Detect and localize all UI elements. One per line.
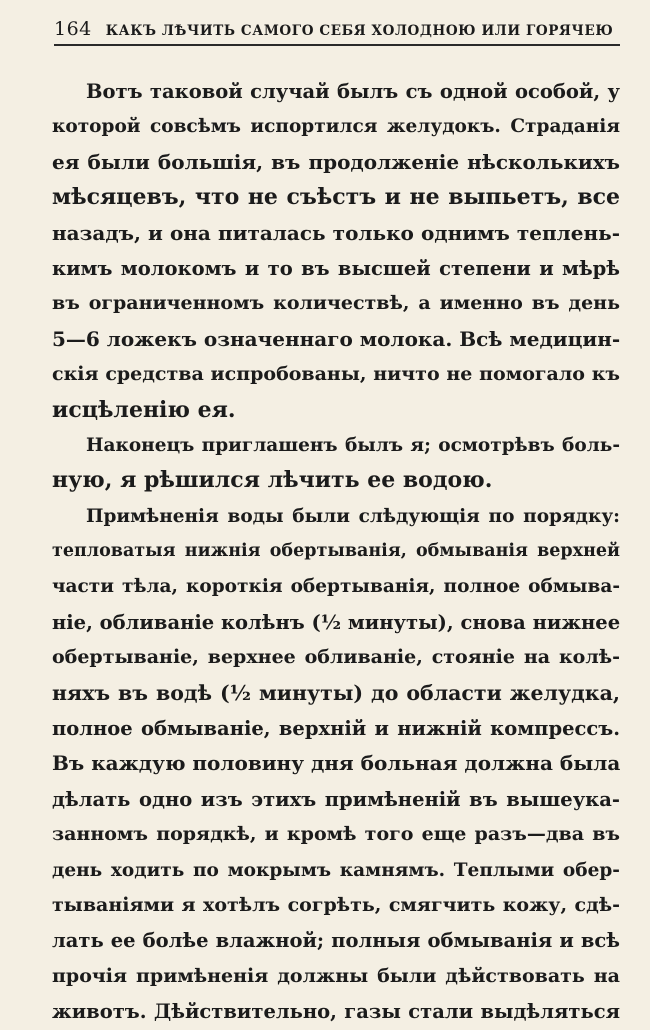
text-line: день ходить по мокрымъ камнямъ. Теплыми обер- <box>52 859 620 881</box>
text-line: животъ. Дѣйствительно, газы стали выдѣляться <box>52 1000 620 1024</box>
text-line: кимъ молокомъ и то въ высшей степени и мѣрѣ <box>52 256 620 280</box>
text-line: Примѣненія воды были слѣдующія по порядку: <box>86 505 620 527</box>
text-line: Наконецъ приглашенъ былъ я; осмотрѣвъ боль- <box>86 434 620 456</box>
text-line: дѣлать одно изъ этихъ примѣненій въ вышеука- <box>52 787 620 811</box>
text-line: исцѣленію ея. <box>52 396 236 423</box>
text-line: скія средства испробованы, ничто не помогало къ <box>52 363 620 386</box>
text-line: прочія примѣненія должны были дѣйствовать на <box>52 964 620 987</box>
running-head <box>54 18 620 46</box>
text-line: которой совсѣмъ испортился желудокъ. Страданія <box>52 116 620 138</box>
text-line: обертываніе, верхнее обливаніе, стояніе на колѣ- <box>52 646 620 669</box>
text-line: Вотъ таковой случай былъ съ одной особой, у <box>86 80 620 103</box>
running-title: КАКЪ ЛѢЧИТЬ САМОГО СЕБЯ ХОЛОДНОЮ ИЛИ ГОРЯЧЕЮ <box>105 23 614 39</box>
text-line: полное обмываніе, верхній и нижній компрессъ. <box>52 717 620 741</box>
text-line: няхъ въ водѣ (½ минуты) до области желудка, <box>52 680 620 705</box>
text-line: части тѣла, короткія обертыванія, полное обмыва- <box>52 576 620 598</box>
text-line: тепловатыя нижнія обертыванія, обмыванія верхней <box>52 541 620 562</box>
text-line: тываніями я хотѣлъ согрѣть, смягчить кожу, сдѣ- <box>52 893 620 916</box>
text-line: Въ каждую половину дня больная должна была <box>52 751 621 776</box>
text-line: ея были большія, въ продолженіе нѣсколькихъ <box>52 149 620 174</box>
text-line: 5—6 ложекъ означеннаго молока. Всѣ медицин- <box>52 326 621 351</box>
text-line: ніе, обливаніе колѣнъ (½ минуты), снова нижнее <box>52 610 621 634</box>
page-number: 164 <box>54 18 92 40</box>
text-line: назадъ, и она питалась только однимъ теплень- <box>52 220 620 245</box>
body-text <box>52 74 620 1030</box>
text-line: ную, я рѣшился лѣчить ее водою. <box>52 467 493 494</box>
text-line: лать ее болѣе влажной; полныя обмыванія и всѣ <box>52 929 620 953</box>
text-line: занномъ порядкѣ, и кромѣ того еще разъ—два въ <box>52 823 620 846</box>
text-line: мѣсяцевъ, что не съѣстъ и не выпьетъ, все <box>52 184 620 211</box>
text-line: въ ограниченномъ количествѣ, а именно въ день <box>52 292 620 315</box>
